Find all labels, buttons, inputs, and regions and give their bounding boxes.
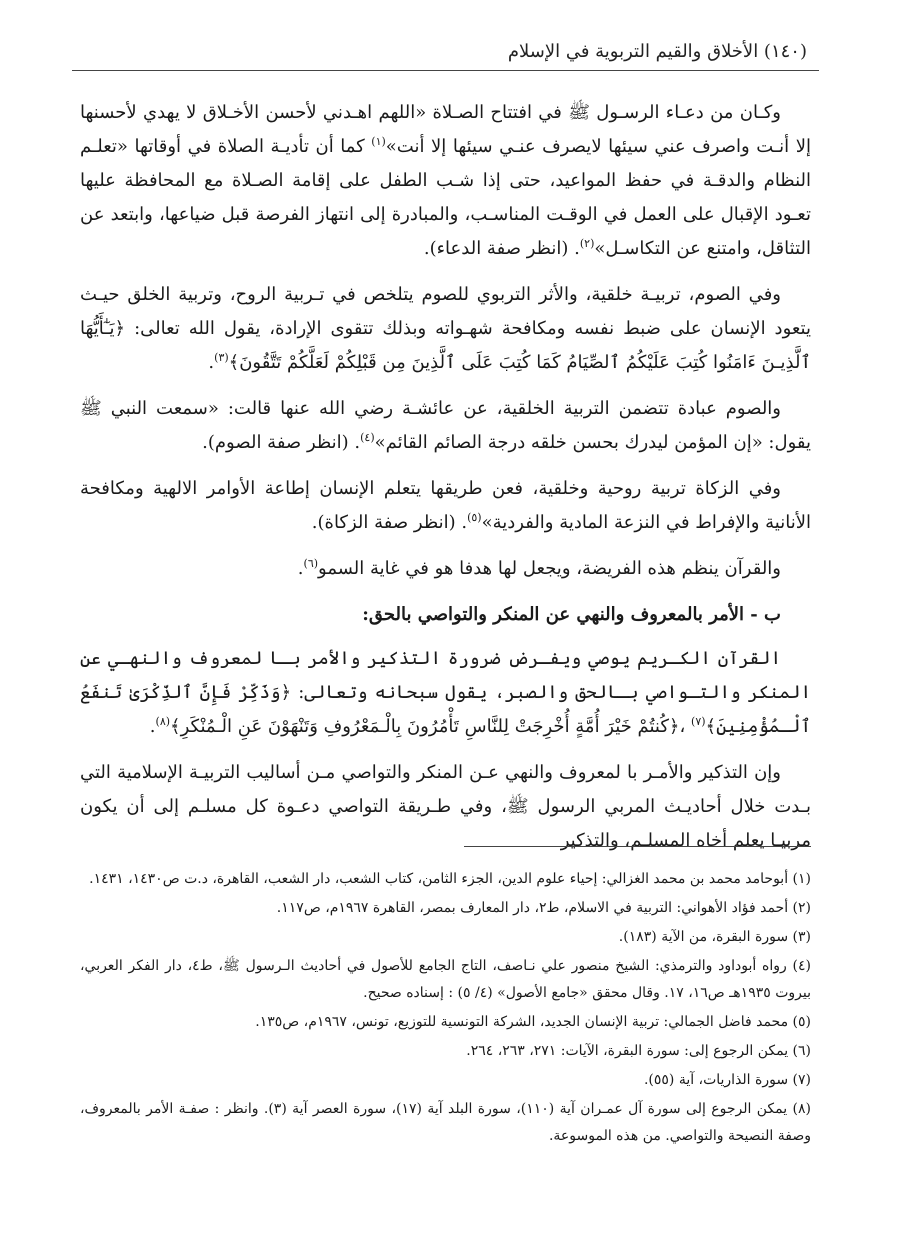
footnote-ref: (١) [371,135,386,148]
footnote-3: (٣) سورة البقرة، من الآية (١٨٣). [618,929,811,945]
footnote-ref: (٤) [360,431,375,444]
main-text [80,96,811,870]
footnote-ref: (٣) [214,351,229,364]
footnote-ref: (٧) [691,715,706,728]
paragraph-text: والقرآن ينظم هذه الفريضة، ويجعل لها هدفا هو في غاية السمو [318,558,781,579]
footnote-2: (٢) أحمد فؤاد الأهواني: التربية في الاسلام، ط٢، دار المعارف بمصر، القاهرة ١٩٦٧م، ص١١٧. [276,900,811,916]
paragraph-text: كما أن تأديـة الصلاة في أوقاتها «تعلـم النظام والدقـة في حفظ المواعيد، حتى إذا شـب الطفل على إقامة الصـلاة مع المحافظة عليها تعـود الإقبال على العمل في الوقـت المناسـب، والمبادرة إلى انتهاز الفرصة قبل ضياعها، وابتعد عن التثاقل، وامتنع عن التكاسـل» [80,136,811,259]
paragraph-text: القرآن الكـريم يوصي ويفـرض ضرورة التذكير والأمر بـا لمعروف والنهـي عن المنكر والتـواصي بـالحق والصبر، يقول سبحانه وتعالى: ﴿وَذَكِّرْ فَإِنَّ ٱلذِّكْرَىٰ تَنفَعُ ٱلْـمُؤْمِنِينَ﴾ [80,648,811,737]
footnote-4: (٤) رواه أبوداود والترمذي: الشيخ منصور علي نـاصف، التاج الجامع للأصول في أحاديث الـرسول ﷺ، ط٤، دار الفكر العربي، بيروت ١٩٣٥هـ ص١٦، ١٧. وقال محقق «جامع الأصول» (٤/ ٥) : إسناده صحيح. [80,958,811,1001]
footnote-7: (٧) سورة الذاريات، آية (٥٥). [643,1072,811,1088]
paragraph-enjoining-good [80,642,811,744]
footnote-ref: (٥) [467,511,482,524]
footnote-1: (١) أبوحامد محمد بن محمد الغزالي: إحياء علوم الدين، الجزء الثامن، كتاب الشعب، دار الشعب، القاهرة، د.ت ص١٤٣٠، ١٤٣١. [89,871,811,887]
paragraph-text: . [208,352,215,373]
section-subheading: ب - الأمر بالمعروف والنهي عن المنكر والتواصي بالحق: [362,604,781,625]
paragraph-text: . (انظر صفة الزكاة). [311,512,468,533]
paragraph-text: والصوم عبادة تتضمن التربية الخلقية، عن عائشـة رضي الله عنها قالت: «سمعت النبي ﷺ يقول: «إن المؤمن ليدرك بحسن خلقه درجة الصائم القائم» [80,398,811,453]
paragraph-fasting-hadith [80,392,811,460]
paragraph-text: وفي الصوم، تربيـة خلقية، والأثر التربوي للصوم يتلخص في تـربية الروح، وتربية الخلق حيـث يتعود الإنسان على ضبط نفسه ومكافحة شهـواته وبذلك تتقوى الإرادة، يقول الله تعالى: ﴿يَـٰٓأَيُّهَا ٱلَّذِيـنَ ءَامَنُوا كُتِبَ عَلَيْكُمُ ٱلصِّيَامُ كَمَا كُتِبَ عَلَى ٱلَّذِينَ مِن قَبْلِكُمْ لَعَلَّكُمْ تَتَّقُونَ﴾ [80,284,811,373]
footnotes [80,866,811,1152]
footnote-6: (٦) يمكن الرجوع إلى: سورة البقرة، الآيات: ٢٧١، ٢٦٣، ٢٦٤. [466,1043,811,1059]
paragraph-prayer [80,96,811,266]
paragraph-quran-zakat [80,552,811,586]
footnote-divider [464,846,811,847]
paragraph-text: . [297,558,304,579]
paragraph-text: ،﴿كُنتُمْ خَيْرَ أُمَّةٍ أُخْرِجَتْ لِلنَّاسِ تَأْمُرُونَ بِالْـمَعْرُوفِ وَتَنْهَوْنَ عَنِ الْـمُنْكَرِ﴾ [170,716,692,737]
footnote-ref: (٨) [155,715,171,728]
paragraph-text: . [149,716,156,737]
paragraph-text: . (انظر صفة الدعاء). [423,238,580,259]
paragraph-text: . (انظر صفة الصوم). [202,432,361,453]
header-divider [72,70,819,71]
paragraph-text: وإن التذكير والأمـر با لمعروف والنهي عـن المنكر والتواصي مـن أساليب التربيـة الإسلامية التي بـدت خلال أحاديـث المربي الرسول ﷺ، وفي طـريقة التواصي دعـوة كل مسلـم إلى أن يكون مربيـا يعلم أخاه المسلـم، والتذكير [80,762,811,851]
paragraph-fasting [80,278,811,380]
footnote-ref: (٦) [303,557,319,570]
footnote-5: (٥) محمد فاضل الجمالي: تربية الإنسان الجديد، الشركة التونسية للتوزيع، تونس، ١٩٦٧م، ص١٣٥. [255,1014,811,1030]
footnote-8: (٨) يمكن الرجوع إلى سورة آل عمـران آية (١١٠)، سورة البلد آية (١٧)، سورة العصر آية (٣). وانظر : صفـة الأمر بالمعروف، وصفة النصيحة والتواصي. من هذه الموسوعة. [80,1101,811,1144]
paragraph-text: وفي الزكاة تربية روحية وخلقية، فعن طريقها يتعلم الإنسان إطاعة الأوامر الالهية ومكافحة الأنانية والإفراط في النزعة المادية والفردية» [80,478,811,533]
paragraph-zakat [80,472,811,540]
footnote-ref: (٢) [579,237,595,250]
paragraph-reminding [80,756,811,858]
running-header: (١٤٠) الأخلاق والقيم التربوية في الإسلام [507,41,807,62]
paragraph-text: وكـان من دعـاء الرسـول ﷺ في افتتاح الصـلاة «اللهم اهـدني لأحسن الأخـلاق لا يهدي لأحسنها إلا أنـت واصرف عني سيئها لايصرف عنـي سيئها إلا أنت» [80,102,811,157]
